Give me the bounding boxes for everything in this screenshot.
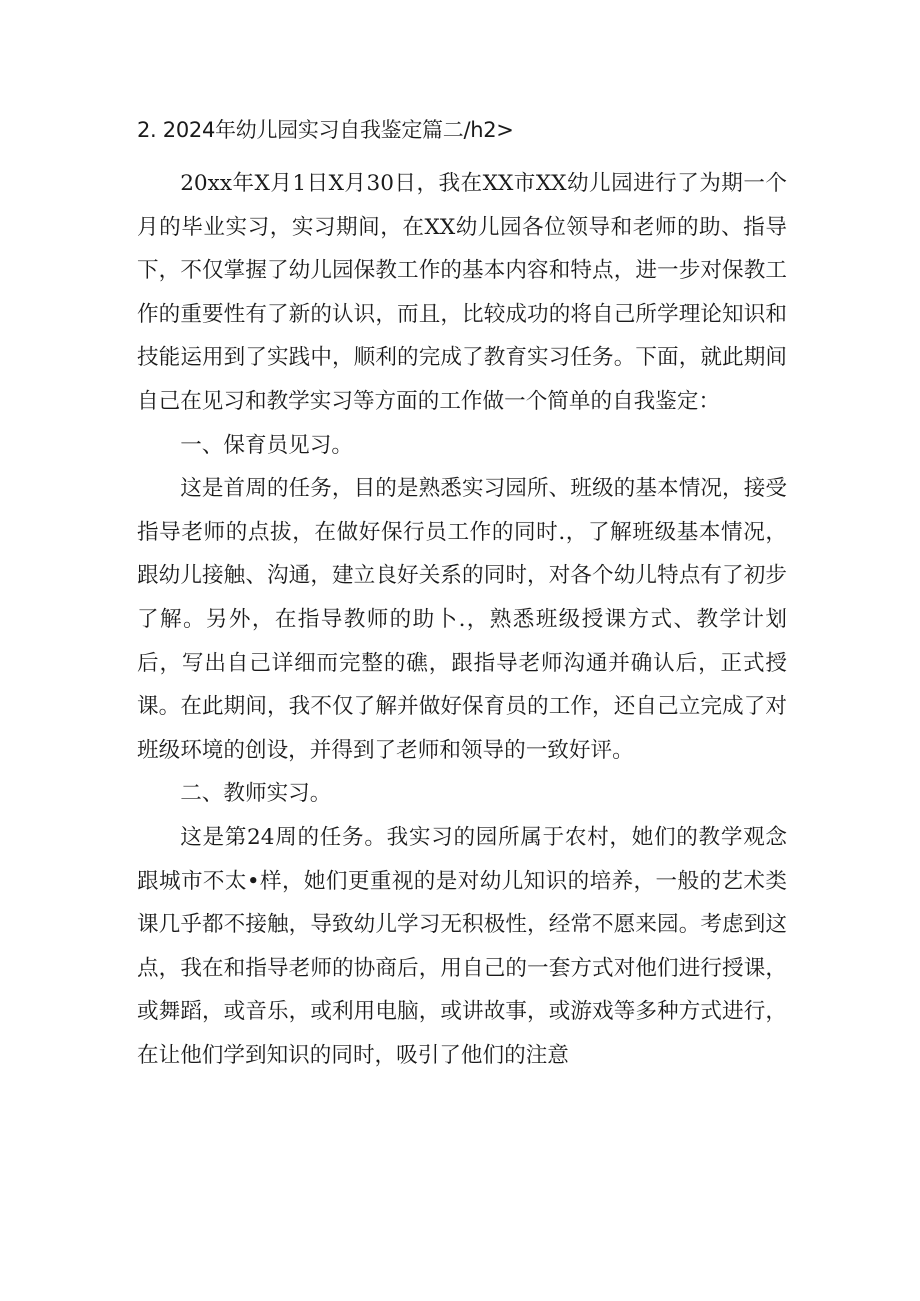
section-1-heading: 一、保育员见习。: [180, 432, 353, 458]
document-page: [137, 116, 787, 1077]
document-title: 2. 2024年幼儿园实习自我鉴定篇二/h2>: [137, 118, 514, 142]
intro-paragraph: 20xx年X月1日X月30日，我在XX市XX幼儿园进行了为期一个月的毕业实习，实习期间，在XX幼儿园各位领导和老师的助、指导下，不仅掌握了幼儿园保教工作的基本内容和特点，进一步对保教工作的重要性有了新的认识，而且，比较成功的将自己所学理论知识和技能运用到了实践中，顺利的完成了教育实习任务。下面，就此期间自己在见习和教学实习等方面的工作做一个简单的自我鉴定：: [137, 171, 787, 414]
section-2-paragraph: 这是第24周的任务。我实习的园所属于农村，她们的教学观念跟城市不太•样，她们更重视的是对幼儿知识的培养，一般的艺术类课几乎都不接触，导致幼儿学习无积极性，经常不愿来园。考虑到这点，我在和指导老师的协商后，用自己的一套方式对他们进行授课，或舞蹈，或音乐，或利用电脑，或讲故事，或游戏等多种方式进行，在让他们学到知识的同时，吸引了他们的注意: [137, 824, 787, 1068]
section-1-paragraph: 这是首周的任务，目的是熟悉实习园所、班级的基本情况，接受指导老师的点拔，在做好保行员工作的同时.，了解班级基本情况，跟幼儿接触、沟通，建立良好关系的同时，对各个幼儿特点有了初步了解。另外，在指导教师的助卜.，熟悉班级授课方式、教学计划后，写出自己详细而完整的礁，跟指导老师沟通并确认后，正式授课。在此期间，我不仅了解并做好保育员的工作，还自己立完成了对班级环境的创设，并得到了老师和领导的一致好评。: [137, 476, 787, 763]
section-2-heading: 二、教师实习。: [180, 781, 332, 807]
